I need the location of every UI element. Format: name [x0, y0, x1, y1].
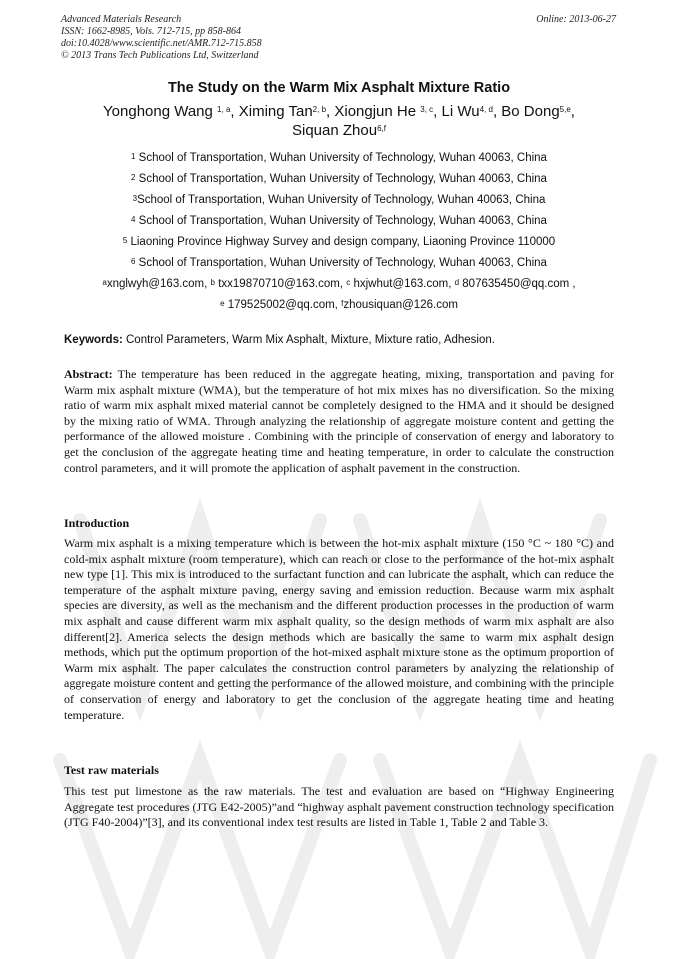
- author-separator: ,: [433, 103, 442, 120]
- email-line-2: [30, 295, 648, 316]
- affiliation-number: 4: [131, 215, 136, 224]
- paper-title: The Study on the Warm Mix Asphalt Mixture Ratio: [167, 80, 511, 96]
- test-raw-materials-heading: Test raw materials: [64, 763, 159, 777]
- email-marker: d: [454, 278, 460, 287]
- author-name: Ximing Tan: [238, 103, 313, 120]
- affiliation-number: 5: [122, 236, 128, 245]
- abstract: [64, 367, 614, 476]
- introduction-paragraph: Warm mix asphalt is a mixing temperature which is between the hot-mix asphalt mixture (150 °C ~ 180 °C) and cold-mix asphalt mixture (room temperature), which can reach or close to the performance of the hot-mix asphalt new type [1]. This mix is introduced to the surfactant function and can lubricate the asphalt, which can reduce the temperature of the asphalt mixture paving, energy saving and emission reduction. Because warm mix asphalt species are diversity, as well as the mechanism and the different production processes in the production of warm mix asphalt and cause different warm mix asphalt quality, so the design methods of warm mix asphalt are also different[2]. America selects the design methods which are basically the same to warm mix asphalt design methods, which put the optimum proportion of the hot-mixed asphalt mixture stone as the optimum proportion of Warm mix asphalt. The paper calculates the construction control parameters by analyzing the relationship of aggregate moisture content and getting the performance of the allowed moisture, and combining with the principle of conservation of energy and laboratory to get the conclusion of the aggregate heating time and heating temperature.: [64, 536, 614, 722]
- affiliation-item: [30, 169, 648, 190]
- author-affiliation-marker: 3, c: [420, 105, 434, 114]
- author-name: Bo Dong: [501, 103, 560, 120]
- email-address: hxjwhut@163.com,: [353, 278, 455, 290]
- author-list: [40, 102, 638, 140]
- affiliation-text: Liaoning Province Highway Survey and design company, Liaoning Province 110000: [130, 236, 556, 248]
- affiliation-item: [30, 253, 648, 274]
- affiliation-item: [30, 211, 648, 232]
- abstract-label: Abstract:: [64, 367, 113, 381]
- email-address: txx19870710@163.com,: [218, 278, 347, 290]
- email-address: xnglwyh@163.com,: [106, 278, 211, 290]
- affiliation-text: School of Transportation, Wuhan University of Technology, Wuhan 40063, China: [138, 257, 547, 269]
- author-separator: ,: [492, 103, 502, 120]
- author-affiliation-marker: 1, a: [217, 105, 231, 114]
- email-address: zhousiquan@126.com: [343, 299, 458, 311]
- author-separator: ,: [230, 103, 239, 120]
- email-line-1: [30, 274, 648, 295]
- email-marker: c: [346, 278, 351, 287]
- affiliation-text: School of Transportation, Wuhan University of Technology, Wuhan 40063, China: [138, 152, 547, 164]
- test-raw-materials-paragraph: This test put limestone as the raw materials. The test and evaluation are based on “Highway Engineering Aggregate test procedures (JTG E42-2005)”and “highway asphalt pavement construction technology specification (JTG F40-2004)”[3], and its conventional index test results are listed in Table 1, Table 2 and Table 3.: [64, 784, 614, 830]
- author-name: Li Wu: [441, 103, 480, 120]
- affiliation-number: 3: [132, 194, 138, 203]
- introduction-heading: Introduction: [64, 516, 130, 530]
- keywords: [64, 332, 620, 348]
- author-separator: ,: [326, 103, 335, 120]
- abstract-text: The temperature has been reduced in the aggregate heating, mixing, transportation and paving for Warm mix asphalt mixture (WMA), but the temperature of hot mix mixes has no diversification. So the mixing ratio of warm mix asphalt mixed material cannot be completely designed to the HMA and it should be designed by the mixing ratio of WMA. Through analyzing the relationship of aggregate moisture content and getting the performance of the allowed moisture . Combining with the principle of conservation of energy and laboratory to get the conclusion of the aggregate heating time and heating temperature, in order to calculate the construction control parameters, and it will promote the application of asphalt pavement in the construction.: [64, 367, 614, 475]
- journal-header: [61, 14, 262, 62]
- email-marker: e: [220, 299, 225, 308]
- author-affiliation-marker: 5,e: [559, 105, 571, 114]
- author-affiliation-marker: 4, d: [479, 105, 493, 114]
- online-date: Online: 2013-06-27: [536, 14, 616, 25]
- email-address: 179525002@qq.com,: [227, 299, 342, 311]
- affiliation-item: [30, 232, 648, 253]
- journal-name: Advanced Materials Research: [61, 14, 182, 25]
- email-marker: f: [341, 299, 344, 308]
- email-address: 807635450@qq.com ,: [462, 278, 576, 290]
- affiliation-number: 2: [131, 173, 136, 182]
- affiliation-number: 6: [131, 257, 136, 266]
- doi-line: doi:10.4028/www.scientific.net/AMR.712-715.858: [61, 38, 262, 49]
- author-name: Yonghong Wang: [103, 103, 213, 120]
- email-marker: b: [210, 278, 215, 287]
- affiliation-item: [30, 190, 648, 211]
- affiliation-text: School of Transportation, Wuhan University of Technology, Wuhan 40063, China: [137, 194, 546, 206]
- affiliation-number: 1: [131, 152, 136, 161]
- author-name: Siquan Zhou: [292, 122, 378, 139]
- author-affiliation-marker: 6,f: [377, 124, 386, 133]
- copyright-line: © 2013 Trans Tech Publications Ltd, Switzerland: [61, 50, 259, 61]
- author-name: Xiongjun He: [334, 103, 417, 120]
- keywords-text: Control Parameters, Warm Mix Asphalt, Mixture, Mixture ratio, Adhesion.: [126, 334, 495, 346]
- author-affiliation-marker: 2, b: [312, 105, 327, 114]
- issn-line: ISSN: 1662-8985, Vols. 712-715, pp 858-864: [61, 26, 241, 37]
- affiliation-text: School of Transportation, Wuhan University of Technology, Wuhan 40063, China: [138, 173, 547, 185]
- author-separator: ,: [570, 103, 575, 120]
- affiliation-text: School of Transportation, Wuhan University of Technology, Wuhan 40063, China: [138, 215, 547, 227]
- affiliation-list: [30, 148, 648, 316]
- affiliation-item: [30, 148, 648, 169]
- keywords-label: Keywords:: [64, 334, 123, 346]
- email-marker: a: [102, 278, 107, 287]
